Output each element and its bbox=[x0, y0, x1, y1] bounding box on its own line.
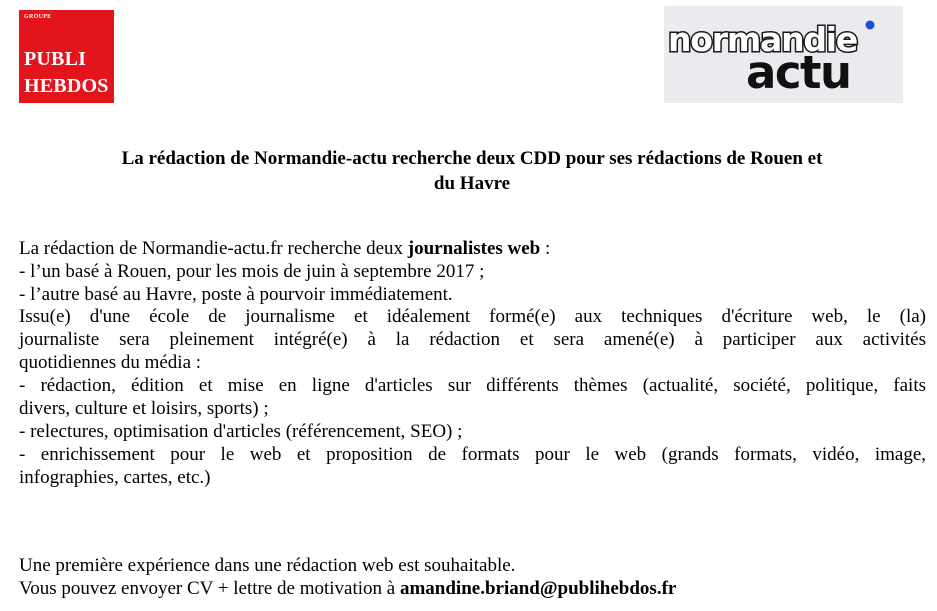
contact-email[interactable]: amandine.briand@publihebdos.fr bbox=[399, 578, 677, 599]
intro-prefix: La rédaction de Normandie-actu.fr recherche deux bbox=[19, 238, 408, 259]
normandie-actu-logo-graphic bbox=[664, 6, 903, 103]
logo-publi-text: PUBLI bbox=[24, 48, 87, 70]
logo-groupe-text: GROUPE bbox=[24, 14, 52, 20]
description-line: quotidiennes du média : bbox=[19, 352, 202, 373]
description-paragraph bbox=[19, 305, 926, 489]
logo-normandie-text: normandie bbox=[668, 20, 858, 59]
closing-prefix: Vous pouvez envoyer CV + lettre de motivation à bbox=[19, 578, 400, 599]
intro-line bbox=[19, 237, 926, 260]
description-line: - relectures, optimisation d'articles (référencement, SEO) ; bbox=[19, 421, 463, 442]
closing-line-1: Une première expérience dans une rédaction web est souhaitable. bbox=[19, 555, 516, 576]
closing-line-2 bbox=[19, 577, 926, 600]
logo-actu-text: actu bbox=[746, 46, 851, 99]
description-line: journaliste sera pleinement intégré(e) à la rédaction et sera amené(e) à participer aux activités bbox=[19, 329, 926, 350]
description-line: - rédaction, édition et mise en ligne d'articles sur différents thèmes (actualité, société, politique, faits bbox=[19, 375, 926, 396]
intro-item-rouen: - l’un basé à Rouen, pour les mois de juin à septembre 2017 ; bbox=[19, 261, 485, 282]
intro-item-havre: - l’autre basé au Havre, poste à pourvoir immédiatement. bbox=[19, 284, 453, 305]
intro-suffix: : bbox=[540, 238, 551, 259]
logo-hebdos-text: HEBDOS bbox=[24, 75, 109, 97]
job-title-emphasis: journalistes web bbox=[407, 238, 541, 259]
description-line: - enrichissement pour le web et proposition de formats pour le web (grands formats, vidéo, image, bbox=[19, 444, 926, 465]
page-title bbox=[19, 146, 925, 196]
normandie-actu-logo bbox=[664, 6, 903, 103]
description-line: Issu(e) d'une école de journalisme et idéalement formé(e) aux techniques d'écriture web, le (la) bbox=[19, 306, 926, 327]
intro-paragraph bbox=[19, 237, 926, 306]
title-line-2: du Havre bbox=[433, 173, 511, 194]
publi-hebdos-logo bbox=[19, 10, 114, 103]
logo-dot-icon bbox=[866, 21, 875, 30]
description-line: divers, culture et loisirs, sports) ; bbox=[19, 398, 269, 419]
description-line: infographies, cartes, etc.) bbox=[19, 467, 211, 488]
title-line-1: La rédaction de Normandie-actu recherche deux CDD pour ses rédactions de Rouen et bbox=[121, 148, 823, 169]
closing-paragraph bbox=[19, 554, 926, 600]
